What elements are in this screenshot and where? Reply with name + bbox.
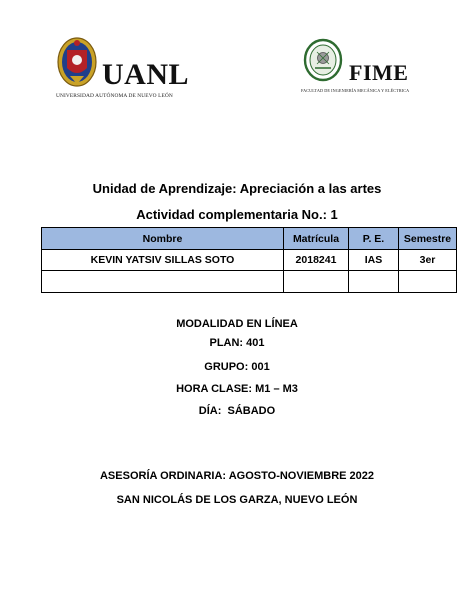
cell-pe: IAS — [349, 250, 399, 271]
course-title: Unidad de Aprendizaje: Apreciación a las artes — [92, 181, 382, 196]
cell-matricula — [284, 271, 349, 293]
cell-semestre: 3er — [399, 250, 457, 271]
uanl-logo — [56, 36, 196, 102]
grupo-text: GRUPO: 001 — [204, 361, 270, 373]
cell-matricula: 2018241 — [284, 250, 349, 271]
cell-nombre — [42, 271, 284, 293]
fime-seal-icon — [303, 38, 343, 82]
cell-pe — [349, 271, 399, 293]
uanl-shield-icon — [56, 36, 98, 94]
column-header-semestre: Semestre — [399, 228, 457, 250]
uanl-wordmark: UANL — [102, 58, 190, 91]
cell-semestre — [399, 271, 457, 293]
fime-wordmark: FIME — [349, 60, 409, 85]
plan-text: PLAN: 401 — [209, 337, 265, 349]
column-header-matricula: Matrícula — [284, 228, 349, 250]
asesoria-text: ASESORÍA ORDINARIA: AGOSTO-NOVIEMBRE 2022 — [99, 470, 375, 482]
fime-logo — [299, 38, 419, 102]
activity-title: Actividad complementaria No.: 1 — [136, 207, 338, 222]
dia-text: DÍA: SÁBADO — [198, 405, 276, 417]
table-row — [42, 250, 457, 271]
table-row — [42, 271, 457, 293]
column-header-pe: P. E. — [349, 228, 399, 250]
student-info-table — [41, 227, 457, 293]
location-text: SAN NICOLÁS DE LOS GARZA, NUEVO LEÓN — [116, 494, 358, 506]
modalidad-text: MODALIDAD EN LÍNEA — [176, 318, 298, 330]
fime-subtitle: FACULTAD DE INGENIERÍA MECÁNICA Y ELÉCTRICA — [301, 88, 410, 93]
hora-clase-text: HORA CLASE: M1 – M3 — [176, 383, 298, 395]
column-header-nombre: Nombre — [42, 228, 284, 250]
uanl-subtitle: UNIVERSIDAD AUTÓNOMA DE NUEVO LEÓN — [56, 93, 173, 99]
cell-nombre: KEVIN YATSIV SILLAS SOTO — [42, 250, 284, 271]
table-header-row — [42, 228, 457, 250]
